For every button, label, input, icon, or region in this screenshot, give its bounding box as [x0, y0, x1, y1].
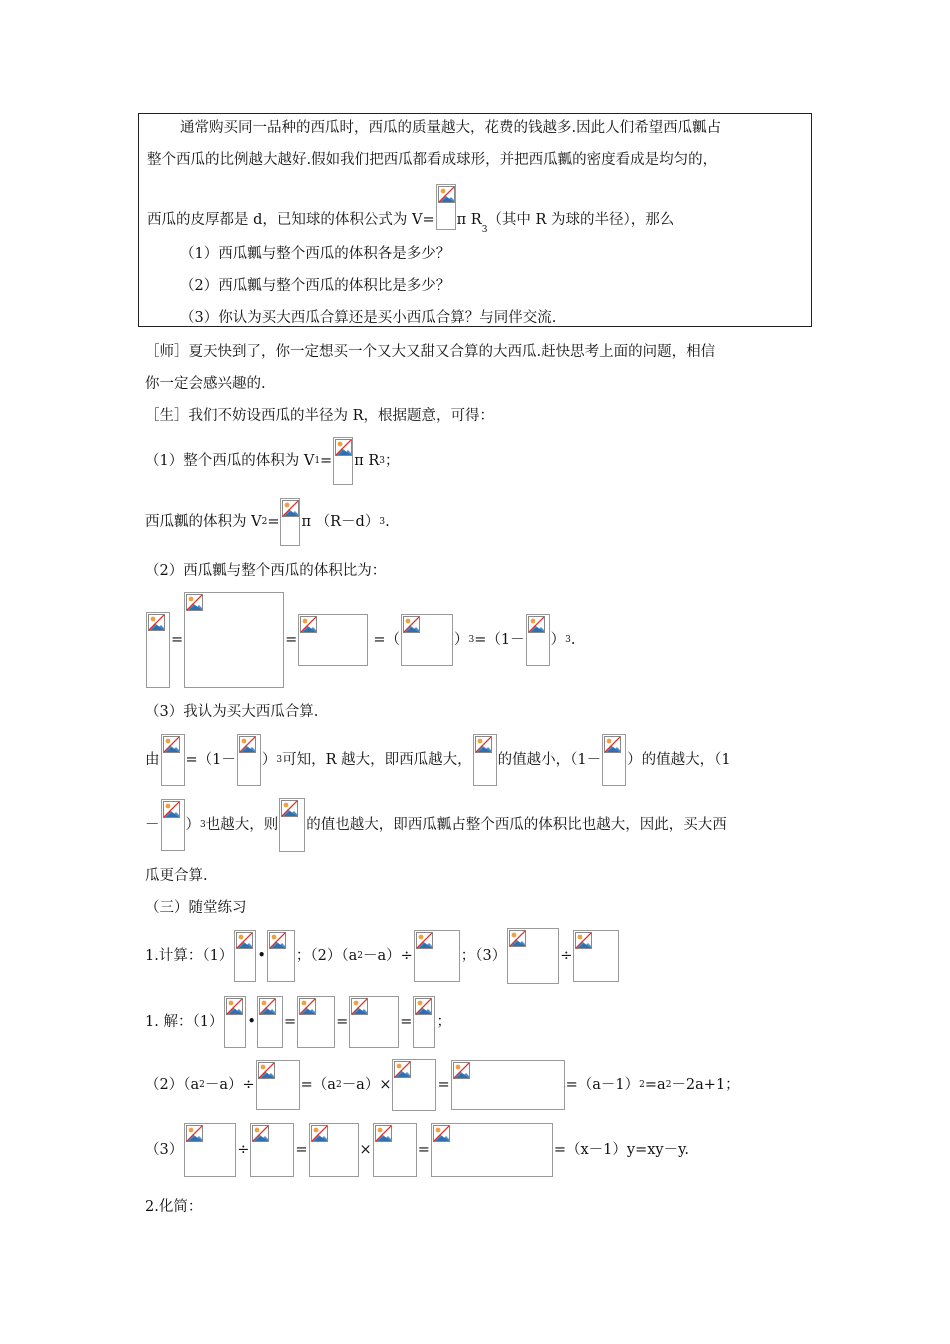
image-placeholder-icon	[375, 1125, 392, 1142]
equals: =	[295, 1142, 308, 1158]
formula-image	[401, 614, 453, 666]
formula-image	[473, 734, 497, 786]
image-placeholder-icon	[335, 439, 352, 456]
formula-image	[507, 928, 559, 984]
formula-image	[279, 798, 305, 852]
image-placeholder-icon	[394, 1061, 411, 1078]
formula-image	[392, 1059, 436, 1111]
image-placeholder-icon	[453, 1062, 470, 1079]
text: 1.计算：（1）	[145, 948, 234, 964]
problem-line-2: 整个西瓜的比例越大越好.假如我们把西瓜都看成球形，并把西瓜瓤的密度看成是均匀的，	[147, 152, 718, 168]
formula-image	[237, 734, 261, 786]
problem-line-1: 通常购买同一品种的西瓜时，西瓜的质量越大，花费的钱越多.因此人们希望西瓜瓤占	[180, 120, 722, 136]
equals: =	[417, 1142, 430, 1158]
text: －	[145, 817, 160, 833]
text: 由	[145, 752, 160, 768]
image-placeholder-icon	[239, 736, 256, 753]
equals: =	[171, 632, 184, 648]
image-placeholder-icon	[604, 736, 621, 753]
explanation-line-1: 由 =（1－ ） 3 可知，R 越大，即西瓜越大， 的值越小，（1－ ）的值越大，（1	[145, 733, 759, 787]
image-placeholder-icon	[351, 998, 368, 1015]
text: ）	[453, 632, 469, 648]
text: ；（3）	[460, 948, 507, 964]
text: =	[267, 514, 280, 530]
formula-image	[602, 734, 626, 786]
student-ratio-title: （2）西瓜瓤与整个西瓜的体积比为：	[145, 563, 387, 579]
formula-image	[431, 1123, 553, 1177]
text: 的值越小，（1－	[497, 752, 602, 768]
image-placeholder-icon	[252, 1125, 269, 1142]
formula-image	[257, 996, 283, 1048]
image-placeholder-icon	[282, 500, 299, 517]
image-placeholder-icon	[575, 932, 592, 949]
image-placeholder-icon	[259, 998, 276, 1015]
text: （2）（a	[145, 1077, 200, 1093]
image-placeholder-icon	[163, 736, 180, 753]
image-placeholder-icon	[311, 1125, 328, 1142]
image-placeholder-icon	[236, 932, 253, 949]
image-placeholder-icon	[403, 616, 420, 633]
formula-image	[333, 437, 353, 485]
solution-3	[145, 1122, 689, 1178]
explanation-line-2: － ） 3 也越大，则 的值也越大，即西瓜瓤占整个西瓜的体积比也越大，因此，买大西	[145, 798, 727, 852]
formula-image	[161, 734, 185, 786]
text: －a）÷	[362, 948, 413, 964]
image-placeholder-icon	[186, 594, 203, 611]
text: －a）÷	[204, 1077, 255, 1093]
text: ；（2）（a	[295, 948, 358, 964]
problem-line-3-pi: π R	[456, 212, 482, 228]
text: =	[320, 453, 333, 469]
text: .	[570, 632, 576, 648]
image-placeholder-icon	[416, 932, 433, 949]
text: ）	[261, 752, 277, 768]
formula-image	[309, 1123, 359, 1177]
text: 西瓜瓤的体积为 V	[145, 514, 262, 530]
formula-image	[267, 930, 295, 982]
text: π （R－d）	[301, 514, 380, 530]
question-2: （2）西瓜瓤与整个西瓜的体积比是多少？	[180, 278, 451, 294]
practice-title: （三）随堂练习	[145, 900, 247, 916]
text: －a）×	[341, 1077, 392, 1093]
image-placeholder-icon	[148, 614, 165, 631]
text: =（1－	[185, 752, 236, 768]
text: •	[247, 1014, 256, 1030]
formula-image	[297, 996, 335, 1048]
text: .	[385, 514, 390, 530]
image-placeholder-icon	[433, 1125, 450, 1142]
solution-1	[145, 995, 451, 1049]
text: =（x－1）y=xy－y.	[553, 1142, 689, 1158]
image-placeholder-icon	[226, 998, 243, 1015]
text: =a	[644, 1077, 666, 1093]
image-placeholder-icon	[438, 186, 455, 203]
image-placeholder-icon	[281, 800, 298, 817]
formula-image	[250, 1123, 294, 1177]
text: －2a+1；	[671, 1077, 740, 1093]
image-placeholder-icon	[299, 998, 316, 1015]
formula-image	[184, 592, 284, 688]
text: （3）	[145, 1142, 184, 1158]
text: ÷	[560, 948, 573, 964]
text: 1. 解：（1）	[145, 1014, 224, 1030]
text: ；	[436, 1014, 451, 1030]
text: π R	[354, 453, 380, 469]
student-line-1: ［生］我们不妨设西瓜的半径为 R，根据题意，可得：	[145, 408, 495, 424]
text: 可知，R 越大，即西瓜越大，	[282, 752, 472, 768]
problem-line-3-tail: （其中 R 为球的半径），那么	[487, 212, 675, 228]
image-placeholder-icon	[528, 616, 545, 633]
image-placeholder-icon	[475, 736, 492, 753]
text: ）	[185, 817, 200, 833]
formula-image	[451, 1060, 565, 1110]
teacher-line-1: ［师］夏天快到了，你一定想买一个又大又甜又合算的大西瓜.赶快思考上面的问题，相信	[145, 344, 716, 360]
formula-image	[184, 1123, 236, 1177]
solution-2: （2）（a 2 －a）÷ =（a 2 －a）× = =（a－1） 2 =a 2 －2a+1；	[145, 1058, 740, 1112]
formula-image	[146, 612, 170, 688]
practice-problem-1: 1.计算：（1） • ；（2）（a 2 －a）÷ ；（3） ÷	[145, 928, 620, 984]
problem-line-3-text: 西瓜的皮厚都是 d，已知球的体积公式为 V=	[147, 212, 435, 228]
formula-image	[436, 184, 456, 230]
image-placeholder-icon	[258, 1062, 275, 1079]
text: ×	[359, 1142, 372, 1158]
equals: =	[285, 632, 298, 648]
teacher-line-2: 你一定会感兴趣的.	[145, 376, 266, 392]
image-placeholder-icon	[509, 930, 526, 947]
formula-image	[373, 1123, 417, 1177]
text: =（a－1）	[565, 1077, 640, 1093]
text: ）	[550, 632, 566, 648]
text: 的值也越大，即西瓜瓤占整个西瓜的体积比也越大，因此，买大西	[306, 817, 727, 833]
text: =（1－	[474, 632, 525, 648]
formula-image	[256, 1060, 300, 1110]
text: ；	[385, 453, 400, 469]
text: =（	[373, 632, 400, 648]
formula-image	[161, 799, 185, 851]
equals: =	[400, 1014, 413, 1030]
student-conclusion-title: （3）我认为买大西瓜合算.	[145, 704, 319, 720]
equals: =	[283, 1014, 297, 1030]
image-placeholder-icon	[186, 1125, 203, 1142]
formula-image	[280, 498, 300, 546]
text: =（a	[300, 1077, 336, 1093]
formula-image	[414, 930, 460, 982]
image-placeholder-icon	[163, 801, 180, 818]
formula-image	[526, 614, 550, 666]
formula-image	[573, 930, 619, 982]
question-1: （1）西瓜瓤与整个西瓜的体积各是多少？	[180, 246, 451, 262]
formula-image	[413, 996, 435, 1048]
text: 也越大，则	[205, 817, 279, 833]
question-3: （3）你认为买大西瓜合算还是买小西瓜合算？与同伴交流.	[180, 310, 557, 326]
text: ）的值越大，（1	[627, 752, 731, 768]
explanation-line-3: 瓜更合算.	[145, 868, 208, 884]
equals: =	[336, 1014, 349, 1030]
formula-image	[234, 930, 256, 982]
problem-line-3: 西瓜的皮厚都是 d，已知球的体积公式为 V= π R 3 （其中 R 为球的半径），那么	[147, 182, 674, 230]
formula-image	[298, 614, 368, 666]
text: ÷	[237, 1142, 250, 1158]
image-placeholder-icon	[269, 932, 286, 949]
image-placeholder-icon	[300, 616, 317, 633]
practice-problem-2: 2.化简：	[145, 1199, 203, 1215]
student-volume-1: （1）整个西瓜的体积为 V 1 = π R 3 ；	[145, 436, 400, 486]
formula-image	[224, 996, 246, 1048]
student-volume-2: 西瓜瓤的体积为 V 2 = π （R－d） 3 .	[145, 497, 390, 547]
text: （1）整个西瓜的体积为 V	[145, 453, 315, 469]
equals: =	[437, 1077, 450, 1093]
image-placeholder-icon	[415, 998, 432, 1015]
ratio-formula-row: = = =（ ） 3 =（1－ ） 3 .	[145, 590, 575, 690]
formula-image	[349, 996, 399, 1048]
text: •	[257, 948, 266, 964]
